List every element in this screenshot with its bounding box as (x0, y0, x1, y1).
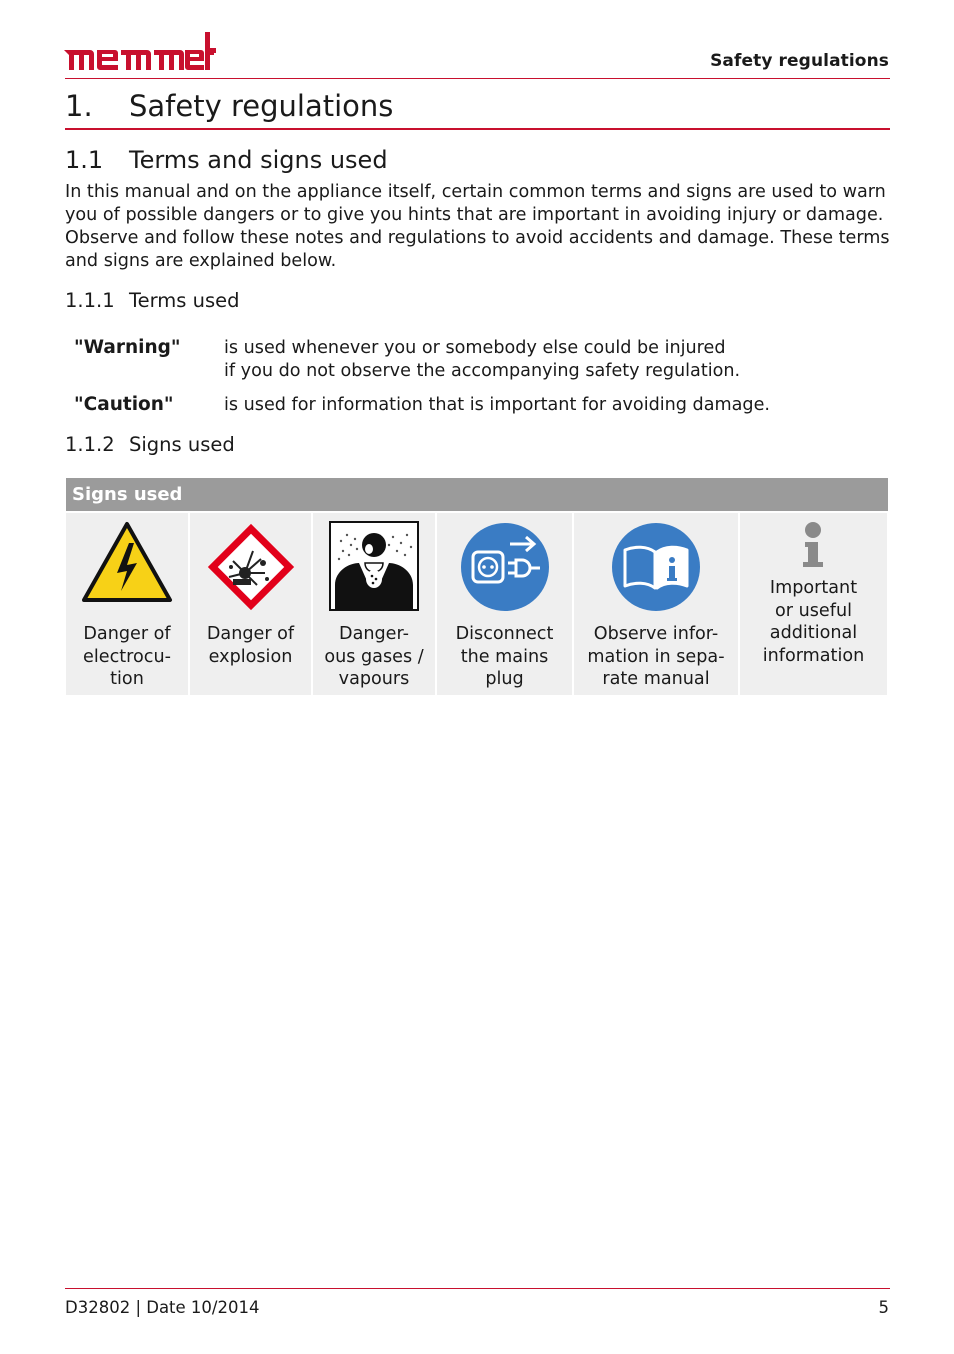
sign-label-line: mation in sepa- (587, 646, 725, 667)
section-heading (65, 146, 388, 174)
sign-label (190, 623, 311, 668)
electrocution-warning-icon (81, 521, 173, 610)
term-warning-text (224, 337, 740, 383)
intro-paragraph: In this manual and on the appliance itself, certain common terms and signs are used to warn you of possible dangers or to give you hints that are important in avoiding injury or damage. Observe and follow these notes and regulations to avoid accidents and damage. These terms and signs are explained below. (65, 182, 890, 271)
sign-label-line: Important (769, 578, 858, 598)
sign-label-line: Observe infor- (593, 624, 719, 644)
signs-title: Signs used (129, 433, 235, 456)
sign-cell-info (740, 513, 887, 695)
term-warning-label: "Warning" (74, 337, 181, 358)
sign-label-line: or useful (775, 600, 852, 621)
sign-cell-electrocution (66, 513, 188, 695)
sign-cell-explosion (190, 513, 311, 695)
memmert-logo (64, 32, 216, 76)
sign-cell-gases (313, 513, 435, 695)
info-icon (799, 522, 829, 575)
manual-info-icon (611, 522, 701, 619)
chapter-number: 1. (65, 89, 93, 123)
sign-label-line: rate manual (602, 669, 710, 689)
signs-heading (65, 433, 235, 456)
sign-label (574, 623, 738, 691)
chapter-rule (65, 128, 890, 130)
section-number: 1.1 (65, 146, 104, 174)
sign-label-line: additional (769, 623, 858, 643)
sign-label-line: ous gases / (324, 646, 424, 667)
sign-label (740, 577, 887, 667)
sign-cell-manual (574, 513, 738, 695)
terms-number: 1.1.1 (65, 289, 115, 312)
chapter-title: Safety regulations (129, 89, 394, 123)
sign-label-line: explosion (208, 646, 293, 667)
sign-label (313, 623, 435, 691)
header-rule (65, 78, 890, 79)
sign-label-line: Danger of (83, 624, 171, 644)
running-header: Safety regulations (710, 51, 889, 71)
term-caution-line1: is used for information that is important for avoiding damage. (224, 395, 770, 415)
sign-label-line: information (762, 645, 865, 666)
chapter-heading (65, 89, 393, 123)
signs-table-header: Signs used (66, 478, 888, 511)
sign-cell-disconnect (437, 513, 572, 695)
section-title: Terms and signs used (129, 146, 388, 174)
sign-label-line: Danger- (339, 624, 409, 644)
terms-title: Terms used (129, 289, 240, 312)
footer-rule (65, 1288, 890, 1289)
sign-label-line: Danger of (206, 624, 295, 644)
sign-label-line: plug (485, 669, 524, 689)
sign-label-line: Disconnect (455, 624, 554, 644)
sign-label-line: tion (110, 669, 144, 689)
term-warning-line2: if you do not observe the accompanying safety regulation. (224, 361, 741, 381)
term-caution-label: "Caution" (74, 394, 174, 415)
sign-label-line: vapours (338, 669, 410, 689)
terms-heading (65, 289, 240, 312)
term-caution-text (224, 394, 770, 417)
page-number: 5 (878, 1298, 889, 1317)
signs-number: 1.1.2 (65, 433, 115, 456)
term-warning-line1: is used whenever you or somebody else could be injured (224, 338, 726, 358)
sign-label (437, 623, 572, 691)
sign-label-line: electrocu- (83, 646, 171, 667)
explosion-warning-icon (205, 521, 297, 620)
sign-label-line: the mains (460, 646, 549, 667)
disconnect-plug-icon (460, 522, 550, 619)
toxic-gas-warning-icon (329, 521, 419, 618)
footer-doc-info: D32802 | Date 10/2014 (65, 1298, 260, 1317)
sign-label (66, 623, 188, 691)
